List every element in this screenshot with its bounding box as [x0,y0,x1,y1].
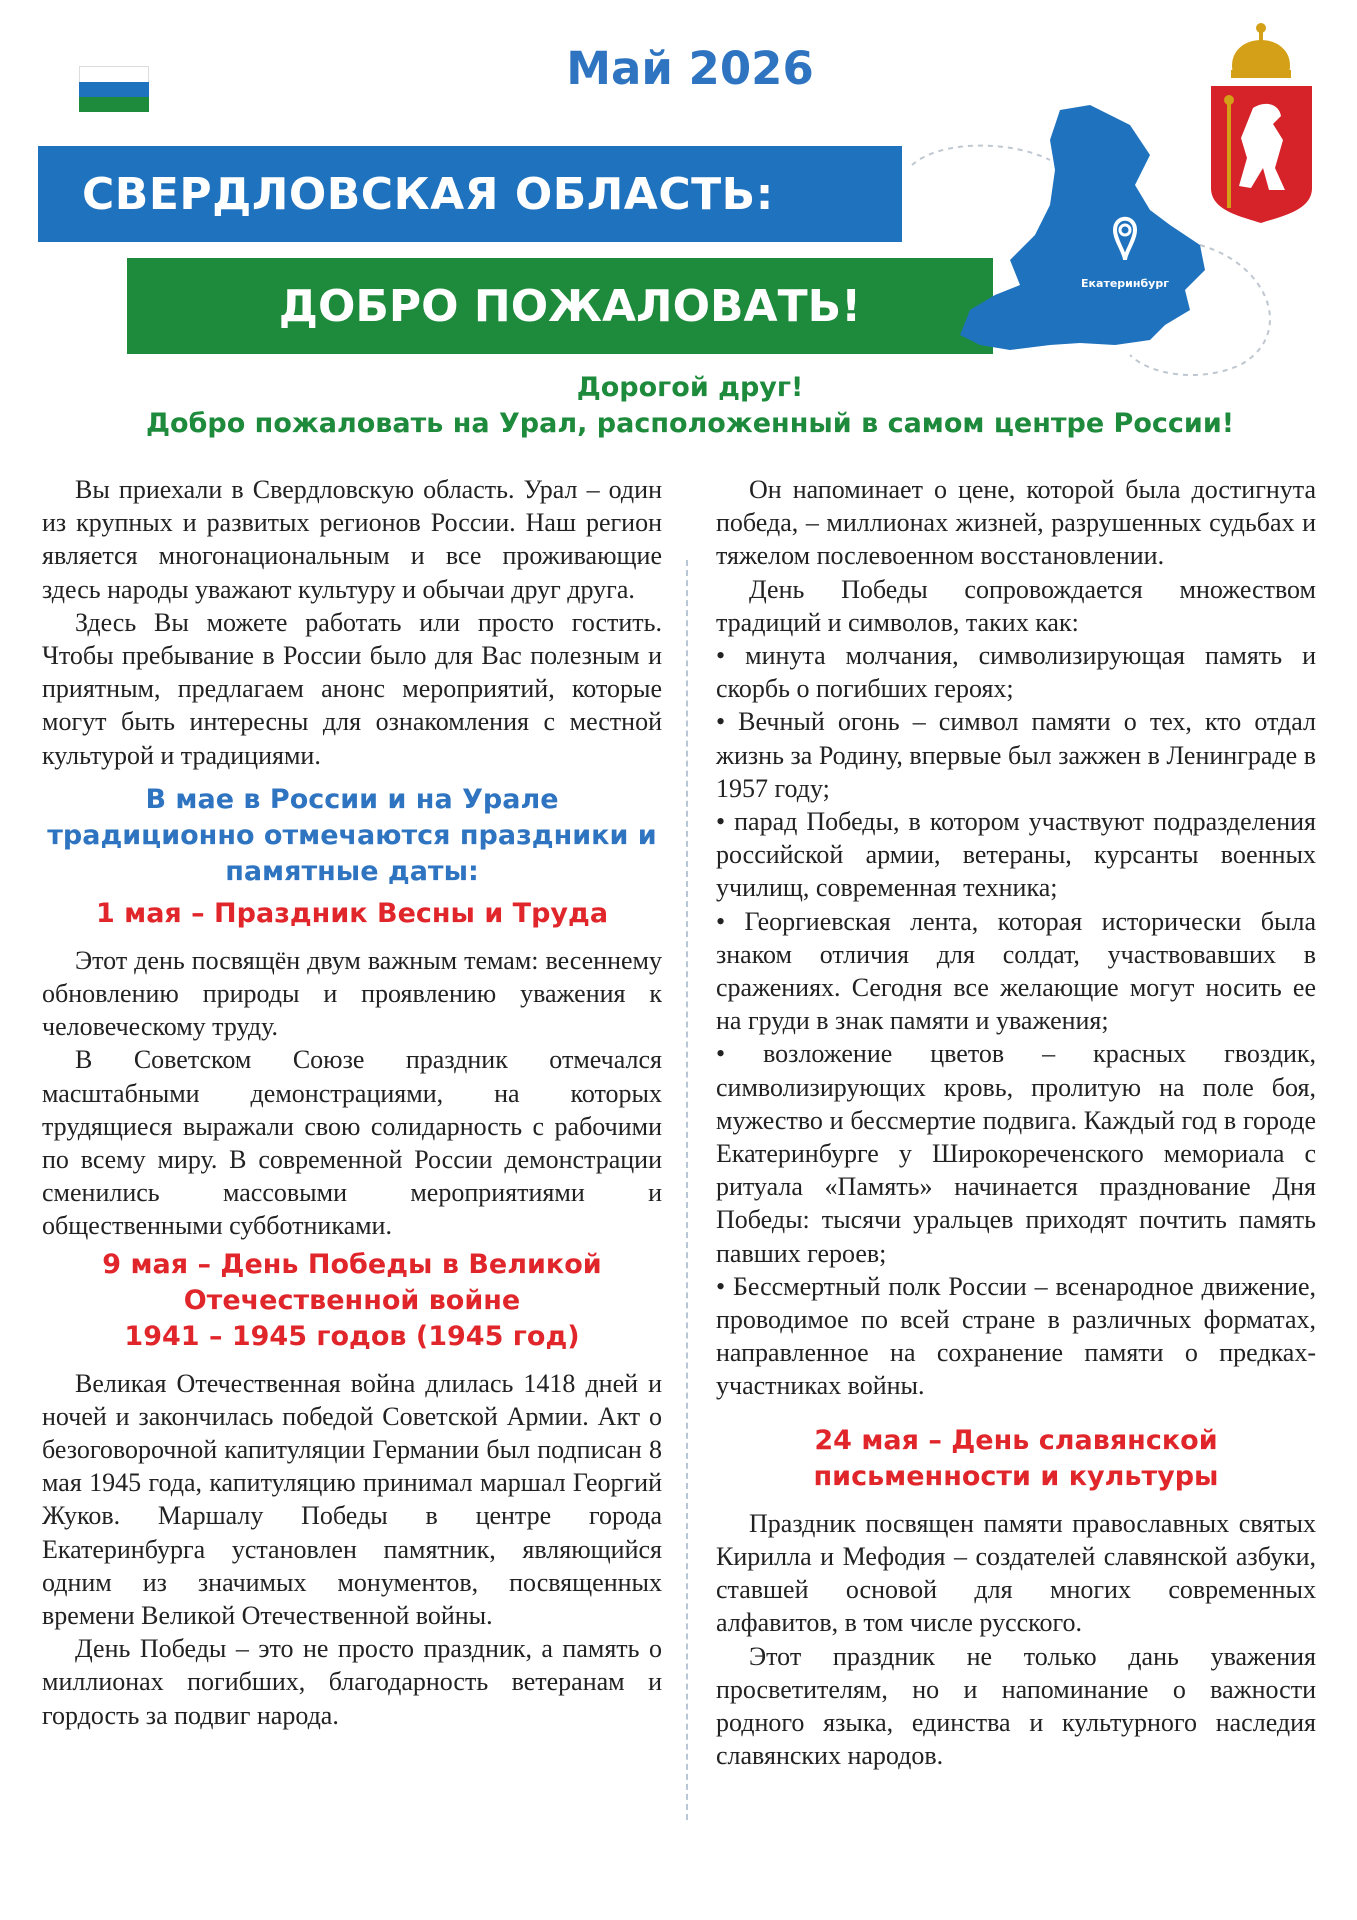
bullet-item: • возложение цветов – красных гвоздик, символизирующих кровь, пролитую на поле боя, мужество и бессмертие подвига. Каждый год в городе Екатеринбурге у Широкореченского мемориала с ритуала «Память» начинается празднование Дня Победы: тысячи уральцев приходят почтить память павших героев; [716,1039,1316,1268]
intro-paragraph-2: Здесь Вы можете работать или просто гостить. Чтобы пребывание в России было для Вас полезным и приятным, предлагаем анонс мероприятий, которые могут быть интересны для ознакомления с местной культурой и традициями. [42,607,662,770]
victory-paragraph-2: День Победы сопровождается множеством традиций и символов, таких как: [716,574,1316,637]
may24-title [716,1423,1316,1495]
sverdlovsk-flag-icon [79,66,149,111]
section-heading: В мае в России и на Урале традиционно отмечаются праздники и памятные даты: [47,783,657,887]
map-city-label: Екатеринбург [1081,277,1169,290]
may1-paragraph-1: Этот день посвящён двум важным темам: весеннему обновлению природы и проявлению уважения к человеческому труду. [42,945,662,1042]
may1-paragraph-2: В Советском Союзе праздник отмечался масштабными демонстрациями, на которых трудящиеся выражали свою солидарность с рабочими по всему миру. В современной России демонстрации сменились массовыми мероприятиями и общественными субботниками. [42,1045,662,1241]
may9-title-line2: Отечественной войне [183,1284,521,1316]
may1-title: 1 мая – Праздник Весны и Труда [95,897,609,929]
banner-region-title [38,146,902,242]
may24-paragraph-1: Праздник посвящен памяти православных святых Кирилла и Мефодия – создателей славянской азбуки, ставшей основой для многих современных алфавитов, в том числе русского. [716,1508,1316,1638]
greeting-line2: Добро пожаловать на Урал, расположенный в самом центре России! [145,408,1235,439]
may24-paragraph-2: Этот праздник не только дань уважения просветителям, но и напоминание о важности родного языка, единства и культурного наследия славянских народов. [716,1641,1316,1771]
right-column [716,473,1316,1772]
bullet-item: • парад Победы, в котором участвуют подразделения российской армии, ветераны, курсанты военных училищ, современная техника; [716,807,1316,903]
region-shape [960,105,1205,350]
may9-title-line1: 9 мая – День Победы в Великой [102,1248,602,1280]
issue-month: Май 2026 [566,42,814,95]
banner-region-title-text: СВЕРДЛОВСКАЯ ОБЛАСТЬ: [82,168,774,220]
column-divider [686,560,688,1820]
victory-paragraph-1: Он напоминает о цене, которой была достигнута победа, – миллионах жизней, разрушенных судьбах и тяжелом послевоенном восстановлении. [716,475,1316,571]
bullet-item: • Вечный огонь – символ памяти о тех, кто отдал жизнь за Родину, впервые был зажжен в Ленинграде в 1957 году; [716,707,1316,803]
may9-title [42,1247,662,1355]
intro-paragraph-1: Вы приехали в Свердловскую область. Урал – один из крупных и развитых регионов России. Наш регион является многонациональным и все проживающие здесь народы уважают культуру и обычаи друг друга. [42,475,662,604]
coat-of-arms-icon [1203,18,1320,223]
banner-welcome-text: ДОБРО ПОЖАЛОВАТЬ! [278,280,862,332]
bullet-item: • минута молчания, символизирующая память и скорбь о погибших героях; [716,641,1316,704]
may9-paragraph-1: Великая Отечественная война длилась 1418 дней и ночей и закончилась победой Советской Армии. Акт о безоговорочной капитуляции Германии был подписан 8 мая 1945 года, капитуляцию принимал маршал Георгий Жуков. Маршалу Победы в центре города Екатеринбурга установлен памятник, являющийся одним из значимых монументов, посвященных времени Великой Отечественной войны. [42,1368,662,1631]
bullet-item: • Бессмертный полк России – всенародное движение, проводимое по всей стране в различных форматах, направленное на сохранение памяти о предках-участниках войны. [716,1271,1316,1401]
may9-title-line3: 1941 – 1945 годов (1945 год) [124,1320,580,1352]
may24-title-line1: 24 мая – День славянской [814,1424,1218,1456]
banner-welcome [127,258,993,354]
may24-title-line2: письменности и культуры [813,1460,1219,1492]
greeting [60,370,1320,442]
greeting-line1: Дорогой друг! [576,372,804,403]
may9-paragraph-2: День Победы – это не просто праздник, а память о миллионах погибших, благодарность ветеранам и гордость за подвиг народа. [42,1634,662,1730]
bullet-item: • Георгиевская лента, которая исторически была знаком отличия для солдат, участвовавших в сражениях. Сегодня все желающие могут носить ее на груди в знак памяти и уважения; [716,906,1316,1036]
left-column [42,473,662,1732]
